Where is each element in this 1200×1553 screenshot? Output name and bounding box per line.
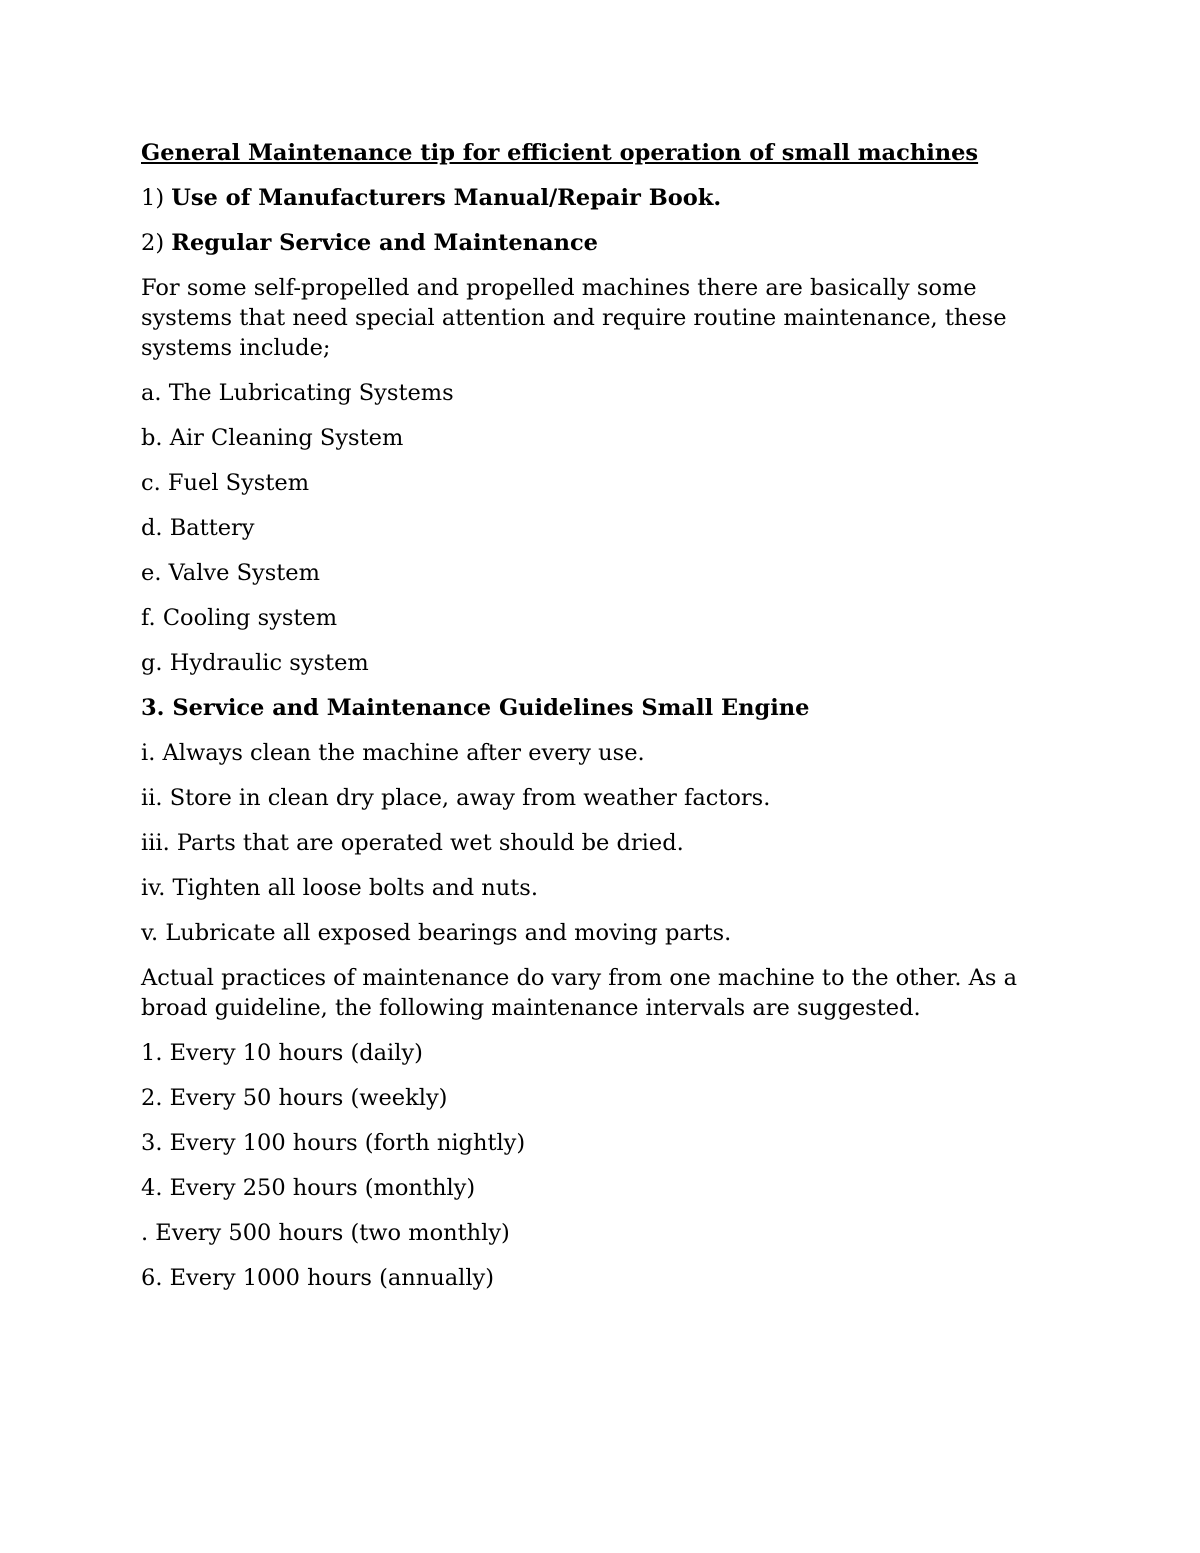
item-use-of-manual xyxy=(141,183,1071,213)
guideline-item: iv. Tighten all loose bolts and nuts. xyxy=(141,875,538,901)
system-item: f. Cooling system xyxy=(141,605,338,631)
interval-item: 2. Every 50 hours (weekly) xyxy=(141,1085,448,1111)
item-number: 1) xyxy=(141,185,172,211)
system-item: e. Valve System xyxy=(141,560,320,586)
document-page xyxy=(141,138,1071,1308)
section3-heading: 3. Service and Maintenance Guidelines Small Engine xyxy=(141,695,810,721)
interval-item: 4. Every 250 hours (monthly) xyxy=(141,1175,476,1201)
item-heading: Use of Manufacturers Manual/Repair Book. xyxy=(171,185,722,211)
system-item: a. The Lubricating Systems xyxy=(141,380,454,406)
item-regular-service xyxy=(141,228,1071,258)
interval-item: 1. Every 10 hours (daily) xyxy=(141,1040,423,1066)
intro-paragraph: For some self-propelled and propelled machines there are basically some systems that need special attention and require routine maintenance, these systems include; xyxy=(141,275,1007,361)
system-item: g. Hydraulic system xyxy=(141,650,369,676)
guideline-item: iii. Parts that are operated wet should be dried. xyxy=(141,830,684,856)
guideline-item: v. Lubricate all exposed bearings and moving parts. xyxy=(141,920,732,946)
item-heading: Regular Service and Maintenance xyxy=(171,230,598,256)
system-item: d. Battery xyxy=(141,515,255,541)
item-number: 2) xyxy=(141,230,172,256)
interval-item: 3. Every 100 hours (forth nightly) xyxy=(141,1130,526,1156)
document-title: General Maintenance tip for efficient operation of small machines xyxy=(141,140,979,166)
guideline-item: i. Always clean the machine after every use. xyxy=(141,740,645,766)
system-item: c. Fuel System xyxy=(141,470,310,496)
practices-paragraph: Actual practices of maintenance do vary from one machine to the other. As a broad guideline, the following maintenance intervals are suggested. xyxy=(141,965,1018,1021)
interval-item: 6. Every 1000 hours (annually) xyxy=(141,1265,495,1291)
interval-item: . Every 500 hours (two monthly) xyxy=(141,1220,510,1246)
guideline-item: ii. Store in clean dry place, away from weather factors. xyxy=(141,785,771,811)
system-item: b. Air Cleaning System xyxy=(141,425,404,451)
